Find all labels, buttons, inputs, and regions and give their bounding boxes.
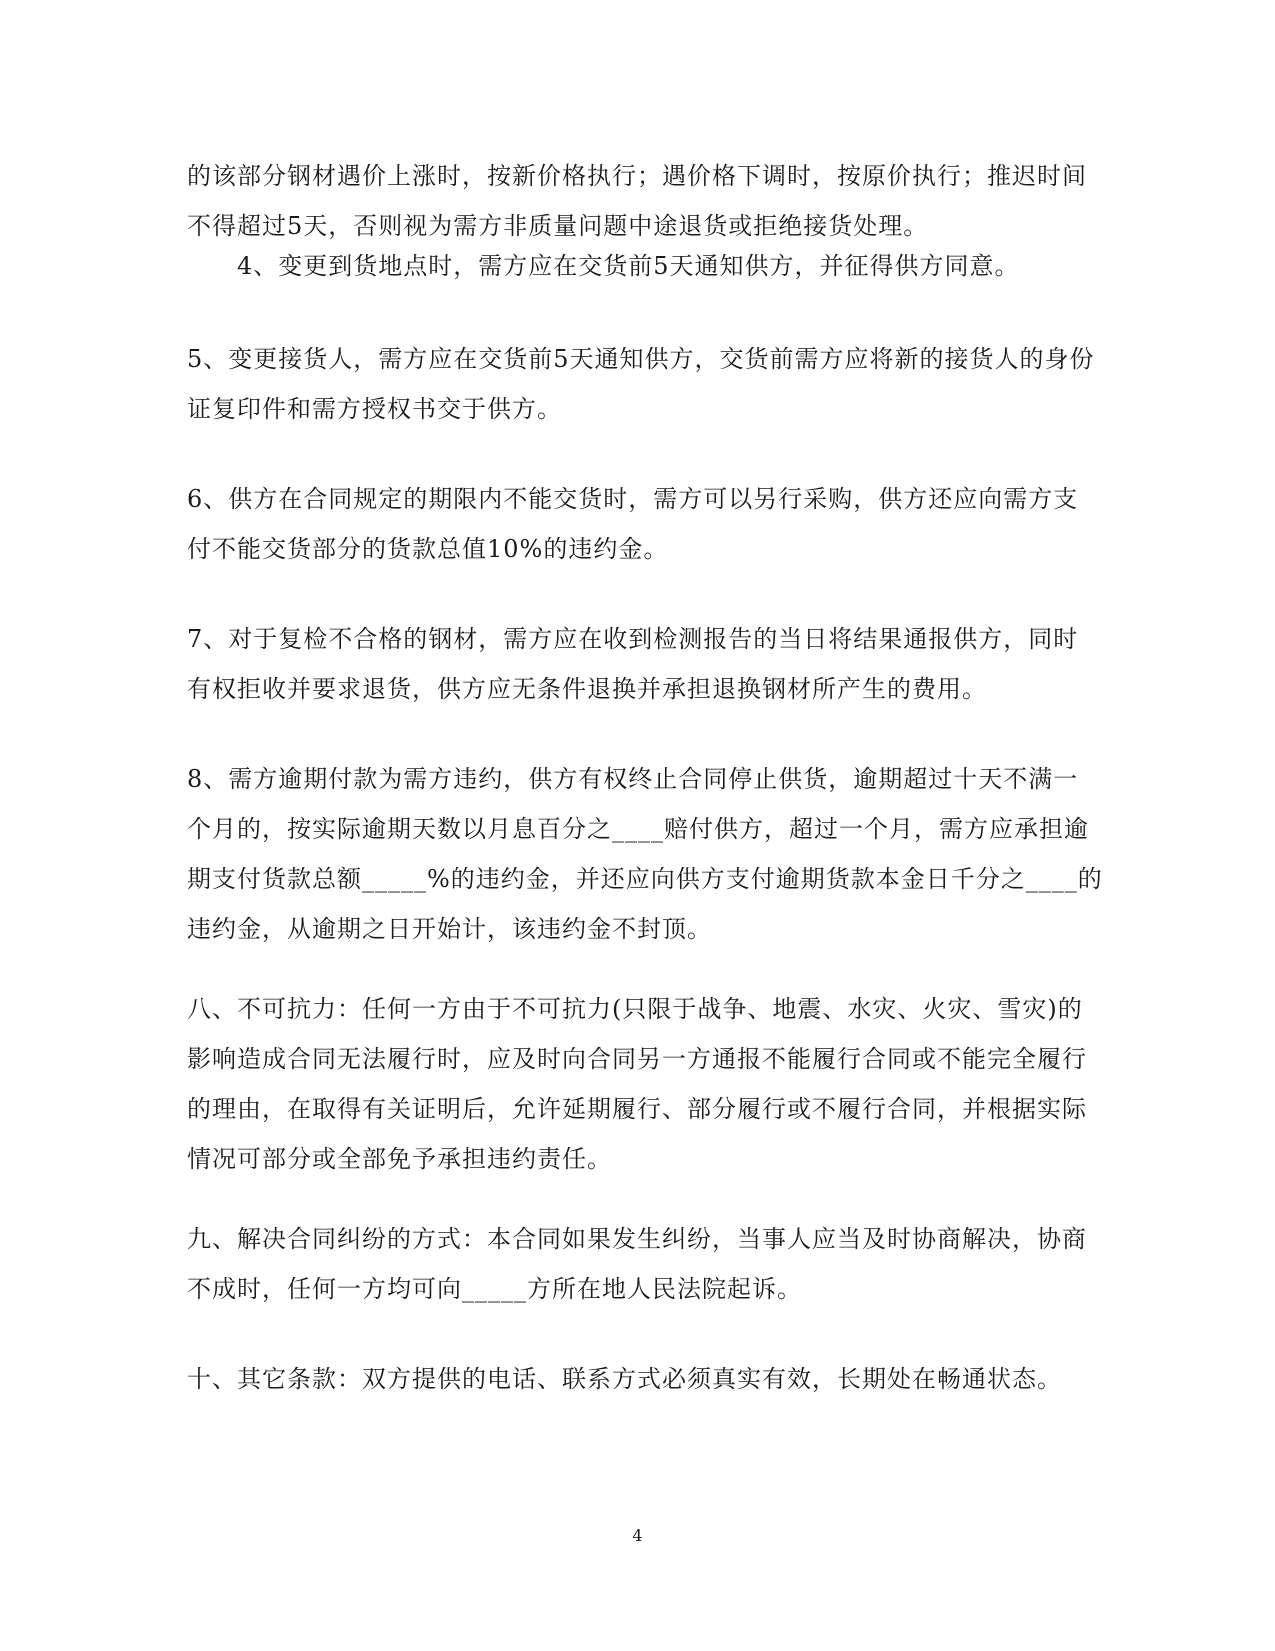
paragraph-line: 不得超过5天，否则视为需方非质量问题中途退货或拒绝接货处理。 (187, 212, 929, 240)
paragraph-line: 不成时，任何一方均可向_____方所在地人民法院起诉。 (187, 1275, 802, 1303)
paragraph-line: 九、解决合同纠纷的方式：本合同如果发生纠纷，当事人应当及时协商解决，协商 (187, 1225, 1087, 1253)
paragraph-line: 的理由，在取得有关证明后，允许延期履行、部分履行或不履行合同，并根据实际 (187, 1095, 1087, 1123)
paragraph-line: 有权拒收并要求退货，供方应无条件退换并承担退换钢材所产生的费用。 (187, 675, 987, 703)
paragraph-line: 4、变更到货地点时，需方应在交货前5天通知供方，并征得供方同意。 (187, 252, 1020, 280)
paragraph-item-6 (187, 474, 1092, 574)
paragraph-price-adjustment (187, 151, 1092, 251)
paragraph-line: 影响造成合同无法履行时，应及时向合同另一方通报不能履行合同或不能完全履行 (187, 1045, 1087, 1073)
paragraph-line: 违约金，从逾期之日开始计，该违约金不封顶。 (187, 915, 712, 943)
paragraph-line: 5、变更接货人，需方应在交货前5天通知供方，交货前需方应将新的接货人的身份 (187, 345, 1095, 373)
paragraph-other-terms (187, 1354, 1092, 1404)
paragraph-dispute-resolution (187, 1214, 1092, 1314)
paragraph-line: 期支付货款总额_____%的违约金，并还应向供方支付逾期货款本金日千分之____的 (187, 865, 1103, 893)
paragraph-item-4 (187, 241, 1092, 291)
paragraph-item-8 (187, 754, 1103, 954)
paragraph-line: 6、供方在合同规定的期限内不能交货时，需方可以另行采购，供方还应向需方支 (187, 485, 1079, 513)
paragraph-item-5 (187, 334, 1095, 434)
paragraph-line: 十、其它条款：双方提供的电话、联系方式必须真实有效，长期处在畅通状态。 (187, 1365, 1062, 1393)
paragraph-line: 证复印件和需方授权书交于供方。 (187, 395, 562, 423)
paragraph-line: 的该部分钢材遇价上涨时，按新价格执行；遇价格下调时，按原价执行；推迟时间 (187, 162, 1087, 190)
page-number: 4 (632, 1526, 643, 1545)
paragraph-line: 8、需方逾期付款为需方违约，供方有权终止合同停止供货，逾期超过十天不满一 (187, 765, 1079, 793)
paragraph-force-majeure (187, 984, 1092, 1184)
paragraph-line: 付不能交货部分的货款总值10%的违约金。 (187, 535, 669, 563)
paragraph-line: 个月的，按实际逾期天数以月息百分之____赔付供方，超过一个月，需方应承担逾 (187, 815, 1089, 843)
paragraph-line: 7、对于复检不合格的钢材，需方应在收到检测报告的当日将结果通报供方，同时 (187, 625, 1079, 653)
paragraph-line: 情况可部分或全部免予承担违约责任。 (187, 1145, 612, 1173)
paragraph-line: 八、不可抗力：任何一方由于不可抗力(只限于战争、地震、水灾、火灾、雪灾)的 (187, 995, 1083, 1023)
paragraph-item-7 (187, 614, 1092, 714)
